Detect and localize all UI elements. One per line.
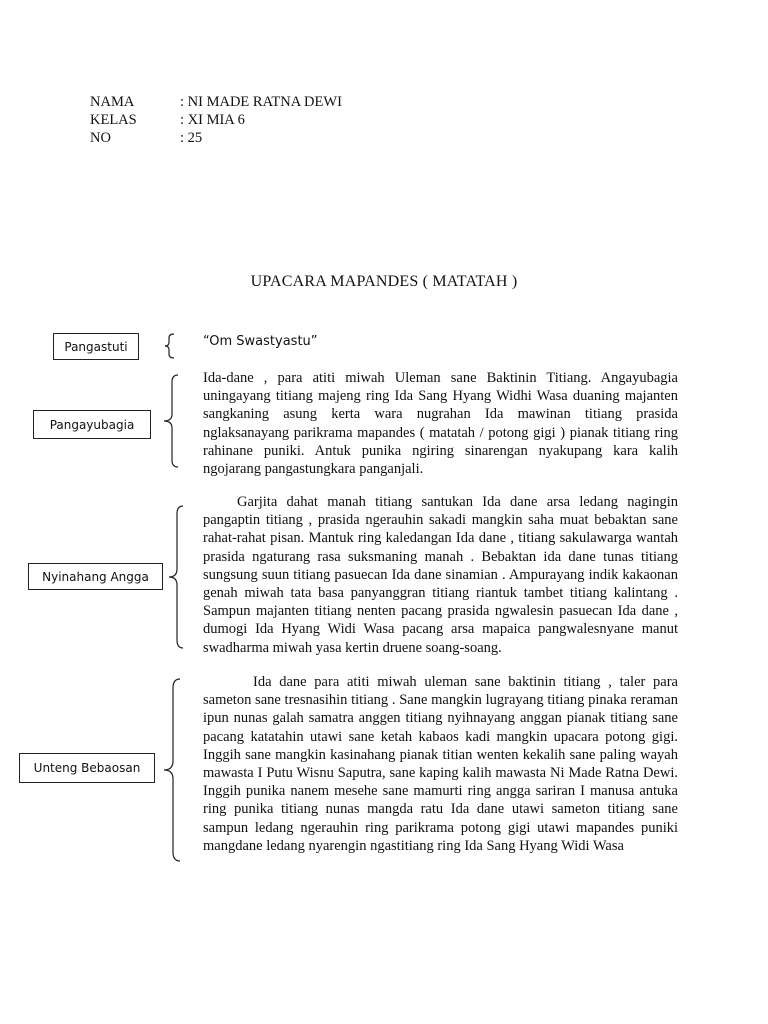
section-label-unteng-bebaosan: Unteng Bebaosan xyxy=(19,753,155,783)
paragraph-unteng-bebaosan: Ida dane para atiti miwah uleman sane baktinin titiang , taler para sameton sane tresnasihin titiang . Sane mangkin lugrayang titiang pinaka reraman ipun nunas galah samatra anggen titiang nyihnayang anggan pianak titiang sane pacang katatahin utawi sane ketah kabaos kadi mangkin upacara potong gigi. Inggih sane mangkin kasinahang pianak titian wenten kekalih sane paling wayah mawasta I Putu Wisnu Saputra, sane kaping kalih mawasta Ni Made Ratna Dewi. Inggih punika nanem mesehe sane mamurti ring angga sariran I manusa antuka ring punika titiang nunas mangda ratu Ida dane utawi sameton titiang sane sampun ledang ngerauhin ring parikrama potong gigi utawi mapandes puniki mangdane ledang nyarengin ngastitiang ring Ida Sang Hyang Widi Wasa xyxy=(203,674,678,854)
brace-icon xyxy=(160,374,182,468)
document-title: UPACARA MAPANDES ( MATATAH ) xyxy=(250,273,518,290)
section-label-pangastuti: Pangastuti xyxy=(53,333,139,360)
header-label: KELAS xyxy=(90,112,137,128)
greeting-text: “Om Swastyastu” xyxy=(203,334,318,349)
header-label: NAMA xyxy=(90,94,135,110)
paragraph-pangayubagia: Ida-dane , para atiti miwah Uleman sane Baktinin Titiang. Angayubagia uningayang titiang majeng ring Ida Sang Hyang Widhi Wasa duaning majanten sangkaning asung kerta wara nugrahan Ida mawinan titiang prasida nglaksanayang parikrama mapandes ( matatah / potong gigi ) pianak titiang ring rahinane puniki. Antuk punika ngiring sinarengan nyakupang kara kalih ngojarang pangastungkara panganjali. xyxy=(203,370,678,478)
brace-icon xyxy=(162,333,180,359)
header-label: NO xyxy=(90,130,111,146)
header-value: : XI MIA 6 xyxy=(180,112,245,128)
header-value: : 25 xyxy=(180,130,203,146)
header-value: : NI MADE RATNA DEWI xyxy=(180,94,342,110)
section-label-nyinahang-angga: Nyinahang Angga xyxy=(28,563,163,590)
section-label-pangayubagia: Pangayubagia xyxy=(33,410,151,439)
brace-icon xyxy=(165,505,187,649)
paragraph-nyinahang-angga: Garjita dahat manah titiang santukan Ida dane arsa ledang nagingin pangaptin titiang , prasida ngerauhin sakadi mangkin saha muat bebaktan sane rahat-rahat pisan. Mantuk ring kaledangan Ida dane , titiang sakulawarga wantah prasida ngaturang rasa suksmaning manah . Bebaktan ida dane tunas titiang sungsung suun titiang pasuecan Ida dane sinamian . Ampurayang indik kakaonan genah miwah tata basa panyanggran titiang riantuk tambet titiang kalintang . Sampun majanten titiang nenten pacang prasida ngwalesin pasuecan Ida dane , dumogi Ida Hyang Widi Wasa pacang arsa mapaica pangwalesnyane manut swadharma miwah yasa kertin druene soang-soang. xyxy=(203,494,678,656)
brace-icon xyxy=(160,678,184,862)
